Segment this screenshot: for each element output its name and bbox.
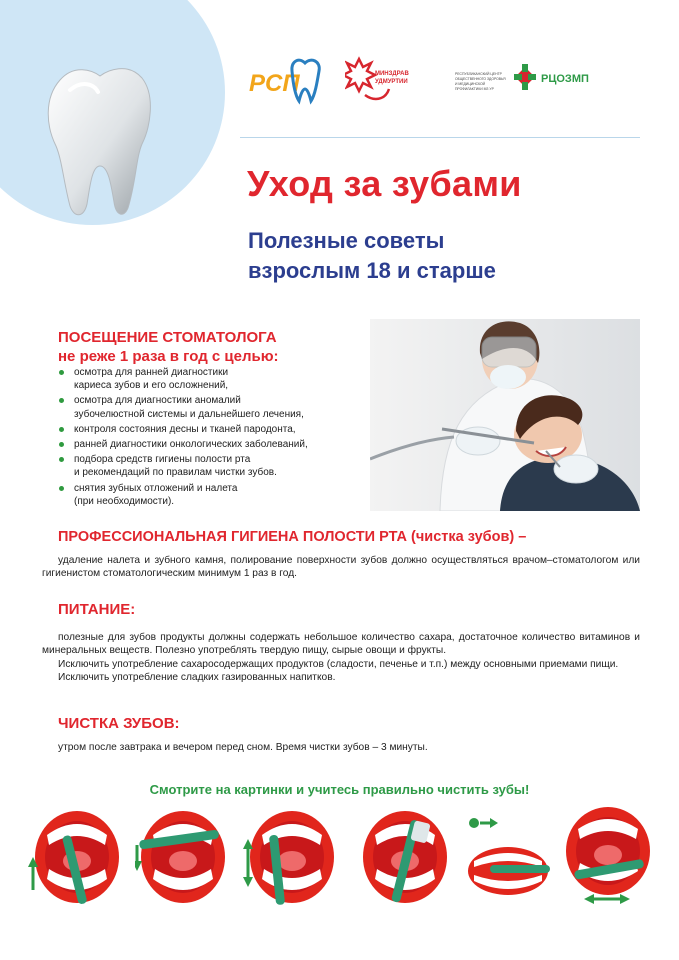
rsp-logo: [245, 55, 325, 110]
page-subtitle: [248, 226, 496, 286]
subtitle-line-2: взрослым 18 и старше: [248, 258, 496, 283]
nutrition-text: [42, 631, 640, 684]
hygiene-text: удаление налета и зубного камня, полирование поверхности зубов должно осуществляться врачом–стоматологом или гигиенистом стоматологическим минимум 1 раз в год.: [42, 555, 640, 580]
nutrition-paragraph-1: полезные для зубов продукты должны содержать небольшое количество сахара, достаточное количество витаминов и минеральных веществ. Полезно употреблять твердую пищу, сырые овощи и фрукты.: [42, 632, 640, 657]
rsp-logo-text: РСП: [249, 70, 300, 97]
nutrition-paragraph-2: Исключить употребление сахаросодержащих продуктов (сладости, печенье и т.п.) между основными приемами пищи.: [58, 658, 619, 670]
svg-text:РЕСПУБЛИКАНСКИЙ ЦЕНТР: РЕСПУБЛИКАНСКИЙ ЦЕНТР: [455, 72, 502, 76]
svg-text:ПРОФИЛАКТИКИ МЗ УР: ПРОФИЛАКТИКИ МЗ УР: [455, 87, 494, 91]
visit-heading-line-2: не реже 1 раза в год с целью:: [58, 348, 279, 365]
svg-text:УДМУРТИИ: УДМУРТИИ: [375, 79, 408, 85]
svg-text:МИНЗДРАВ: МИНЗДРАВ: [375, 71, 409, 77]
subtitle-line-1: Полезные советы: [248, 228, 445, 253]
visit-heading-line-1: ПОСЕЩЕНИЕ СТОМАТОЛОГА: [58, 329, 277, 346]
brushing-instruction-title: Смотрите на картинки и учитесь правильно чистить зубы!: [149, 782, 530, 797]
visit-purposes-list: [58, 366, 368, 510]
header-divider: [240, 137, 640, 138]
visit-heading: [58, 328, 279, 366]
brushing-text: утром после завтрака и вечером перед сном. Время чистки зубов – 3 минуты.: [58, 742, 428, 753]
rcozmp-logo: [455, 55, 610, 110]
hygiene-heading: ПРОФЕССИОНАЛЬНАЯ ГИГИЕНА ПОЛОСТИ РТА (чистка зубов) –: [58, 529, 527, 545]
brushing-step-1-illustration: [25, 805, 120, 905]
rcozmp-logo-text: РЦОЗМП: [541, 73, 589, 85]
dentist-photo: [370, 319, 640, 511]
brushing-step-6-illustration: [560, 805, 655, 905]
list-item: снятия зубных отложений и налета (при необходимости).: [58, 482, 368, 508]
page-title: Уход за зубами: [247, 163, 522, 204]
brushing-step-5-illustration: [460, 805, 555, 905]
list-item: контроля состояния десны и тканей пародонта,: [58, 423, 368, 436]
svg-text:И МЕДИЦИНСКОЙ: И МЕДИЦИНСКОЙ: [455, 82, 486, 86]
brushing-step-2-illustration: [135, 805, 230, 905]
brushing-step-3-illustration: [240, 805, 335, 905]
brushing-step-4-illustration: [355, 805, 450, 905]
list-item: осмотра для ранней диагностики кариеса зубов и его осложнений,: [58, 366, 368, 392]
minzdrav-logo: [345, 55, 425, 110]
nutrition-paragraph-3: Исключить употребление сладких газированных напитков.: [58, 671, 336, 683]
list-item: ранней диагностики онкологических заболеваний,: [58, 438, 368, 451]
brushing-heading: ЧИСТКА ЗУБОВ:: [58, 715, 180, 732]
list-item: осмотра для диагностики аномалий зубочелюстной системы и дальнейшего лечения,: [58, 394, 368, 420]
tooth-illustration: [40, 62, 158, 222]
svg-text:ОБЩЕСТВЕННОГО ЗДОРОВЬЯ: ОБЩЕСТВЕННОГО ЗДОРОВЬЯ: [455, 77, 506, 81]
nutrition-heading: ПИТАНИЕ:: [58, 601, 136, 618]
list-item: подбора средств гигиены полости рта и рекомендаций по правилам чистки зубов.: [58, 453, 368, 479]
